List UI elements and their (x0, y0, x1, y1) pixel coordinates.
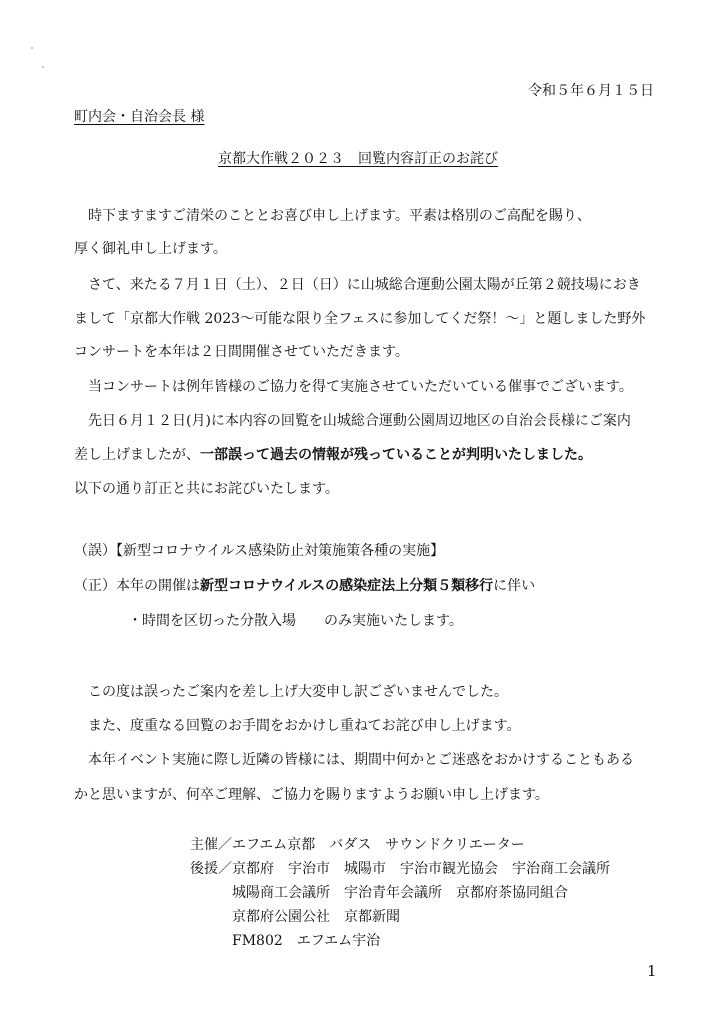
letter-title: 京都大作戦２０２３ 回覧内容訂正のお詫び (218, 151, 498, 167)
closing-line: また、度重なる回覧のお手間をおかけし重ねてお詫び申し上げます。 (88, 718, 521, 734)
closing-line: 本年イベント実施に際し近隣の皆様には、期間中何かとご迷惑をおかけすることもある (88, 752, 634, 768)
emphasis-text: 新型コロナウイルスの感染症法上分類５類移行 (200, 578, 494, 594)
organizer-support: FM802 エフエム宇治 (232, 933, 381, 949)
paragraph-line: 時下ますますご清栄のこととお喜び申し上げます。平素は格別のご高配を賜り、 (88, 208, 591, 224)
right-label: （正） (74, 578, 116, 594)
closing-line: かと思いますが、何卒ご理解、ご協力を賜りますようお願い申し上げます。 (74, 787, 549, 803)
emphasis-text: 一部誤って過去の情報が残っていることが判明いたしました。 (200, 447, 592, 463)
organizer-support: 城陽商工会議所 宇治青年会議所 京都府茶協同組合 (232, 885, 568, 901)
wrong-text: 【新型コロナウイルス感染防止対策施策各種の実施】 (116, 543, 445, 559)
paragraph-text: 差し上げましたが、 (74, 447, 200, 463)
organizer-support: 後援／京都府 宇治市 城陽市 宇治市観光協会 宇治商工会議所 (190, 861, 610, 877)
paragraph-line (74, 446, 592, 464)
scan-speck (31, 47, 33, 49)
organizer-support: 京都府公園公社 京都新聞 (232, 909, 400, 925)
page-number: 1 (647, 962, 657, 980)
paragraph-line: コンサートを本年は２日間開催させていただきます。 (74, 344, 409, 360)
scan-speck (42, 66, 44, 68)
right-text: 本年の開催は (116, 578, 200, 594)
closing-line: この度は誤ったご案内を差し上げ大変申し訳ございませんでした。 (88, 684, 508, 700)
correction-detail: ・時間を区切った分散入場 のみ実施いたします。 (128, 613, 463, 629)
paragraph-line: 以下の通り訂正と共にお詫びいたします。 (74, 481, 339, 497)
paragraph-line: 当コンサートは例年皆様のご協力を得て実施させていただいている催事でございます。 (88, 379, 633, 395)
right-text: に伴い (493, 578, 536, 594)
letter-recipient: 町内会・自治会長 様 (74, 109, 205, 125)
paragraph-line: さて、来たる７月１日（土）、２日（日）に山城総合運動公園太陽が丘第２競技場におき (88, 277, 641, 293)
paragraph-line: 先日６月１２日(月)に本内容の回覧を山城総合運動公園周辺地区の自治会長様にご案内 (88, 413, 631, 429)
paragraph-line: 厚く御礼申し上げます。 (74, 241, 227, 257)
organizer-host: 主催／エフエム京都 バダス サウンドクリエーター (190, 837, 525, 853)
correction-right (74, 577, 535, 595)
correction-wrong (74, 542, 444, 560)
letter-date: 令和５年６月１５日 (528, 83, 654, 99)
wrong-label: （誤） (74, 543, 116, 559)
paragraph-line: まして「京都大作戦 2023～可能な限り全フェスに参加してくだ祭！～」と題しました野外 (74, 311, 646, 327)
